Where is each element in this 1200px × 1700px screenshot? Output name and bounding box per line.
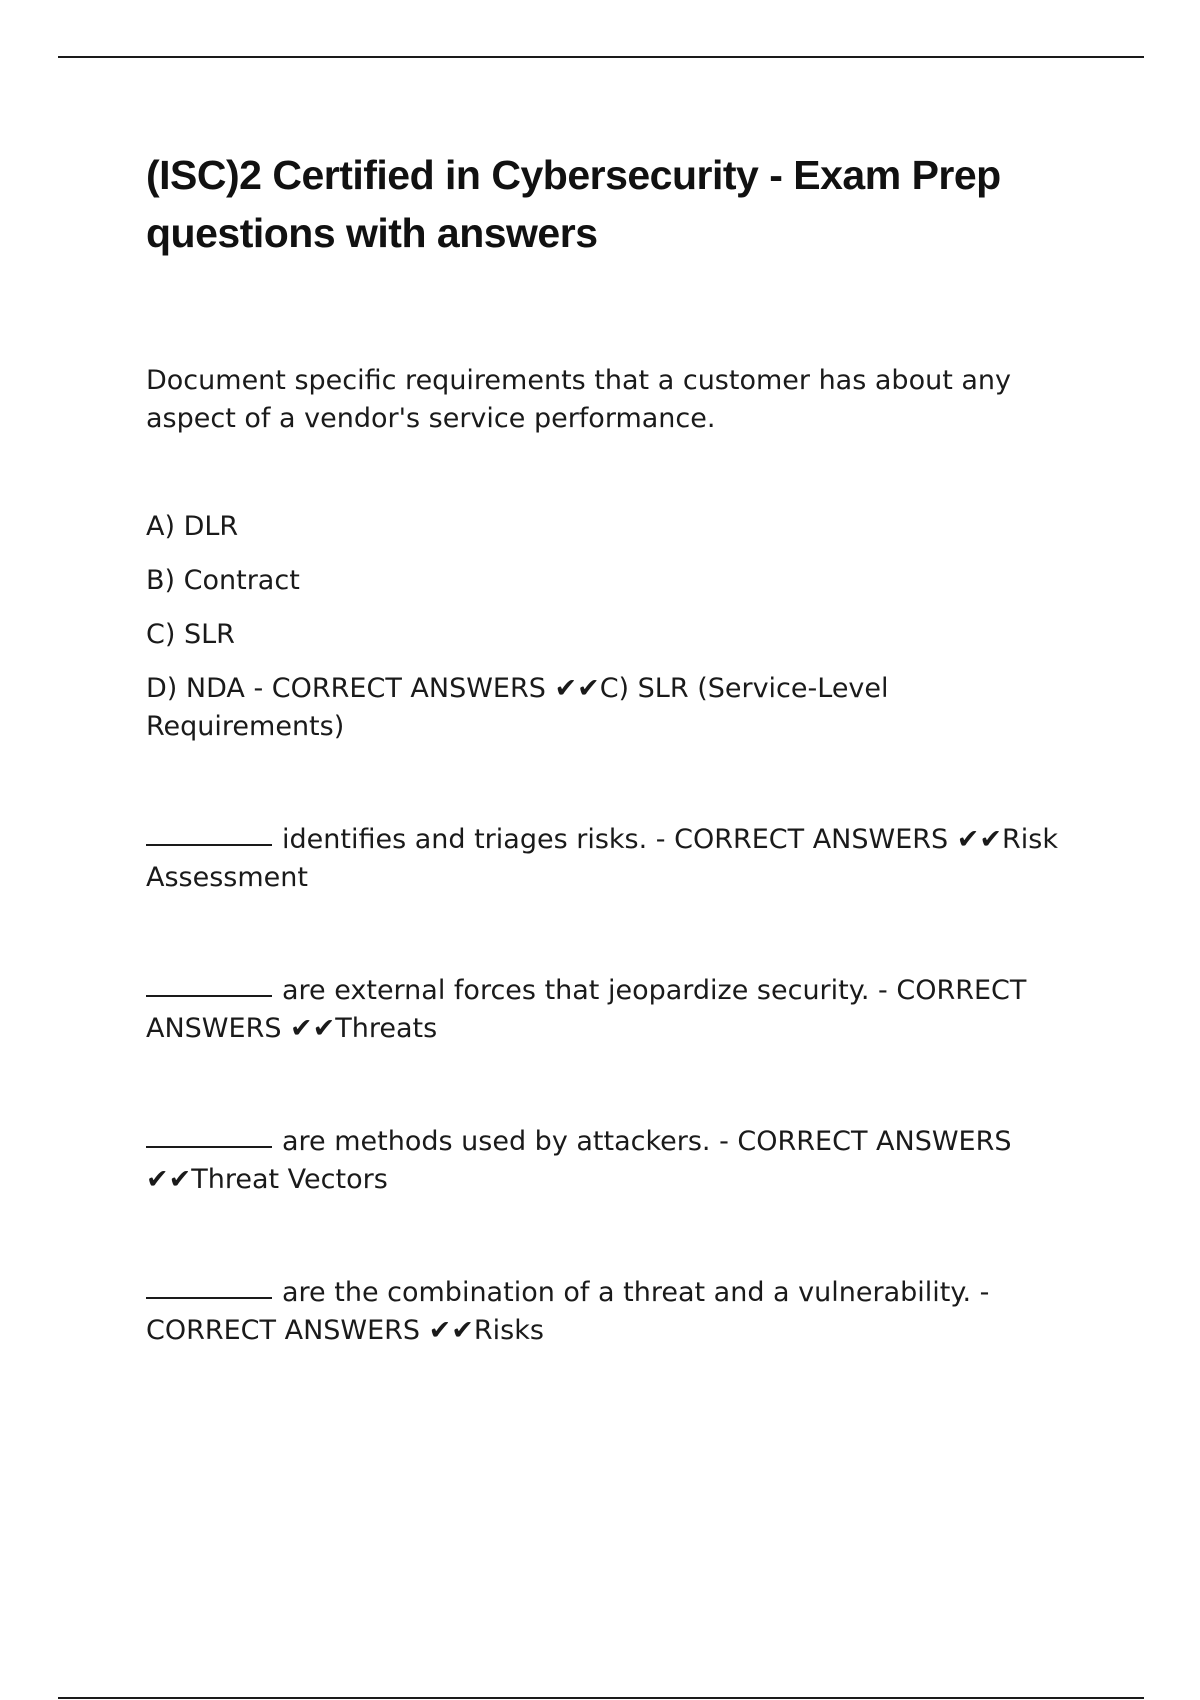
fill-in-blank: [146, 814, 272, 846]
top-divider: [58, 56, 1144, 58]
question-threat-vectors: [146, 1118, 1086, 1199]
question-text: are the combination of a threat and a vulnerability. - CORRECT ANSWERS ✔✔Risks: [146, 1277, 990, 1346]
fill-in-blank: [146, 965, 272, 997]
question-risks: [146, 1269, 1086, 1350]
fill-in-blank: [146, 1267, 272, 1299]
option-b: B) Contract: [146, 565, 300, 596]
option-c: C) SLR: [146, 619, 235, 650]
document-body: [146, 146, 1086, 1350]
answer-options: [146, 508, 1086, 746]
question-threats: [146, 967, 1086, 1048]
bottom-divider: [58, 1697, 1144, 1699]
fill-in-blank: [146, 1116, 272, 1148]
question-text: are methods used by attackers. - CORRECT ANSWERS ✔✔Threat Vectors: [146, 1126, 1012, 1195]
document-title: (ISC)2 Certified in Cybersecurity - Exam Prep questions with answers: [146, 152, 1001, 256]
question-text: identifies and triages risks. - CORRECT ANSWERS ✔✔Risk Assessment: [146, 824, 1058, 893]
question-text: are external forces that jeopardize security. - CORRECT ANSWERS ✔✔Threats: [146, 975, 1027, 1044]
question-risk-assessment: [146, 816, 1086, 897]
question-prompt: Document specific requirements that a customer has about any aspect of a vendor's service performance.: [146, 365, 1012, 434]
option-d-with-answer: D) NDA - CORRECT ANSWERS ✔✔C) SLR (Service-Level Requirements): [146, 673, 889, 742]
option-a: A) DLR: [146, 511, 239, 542]
